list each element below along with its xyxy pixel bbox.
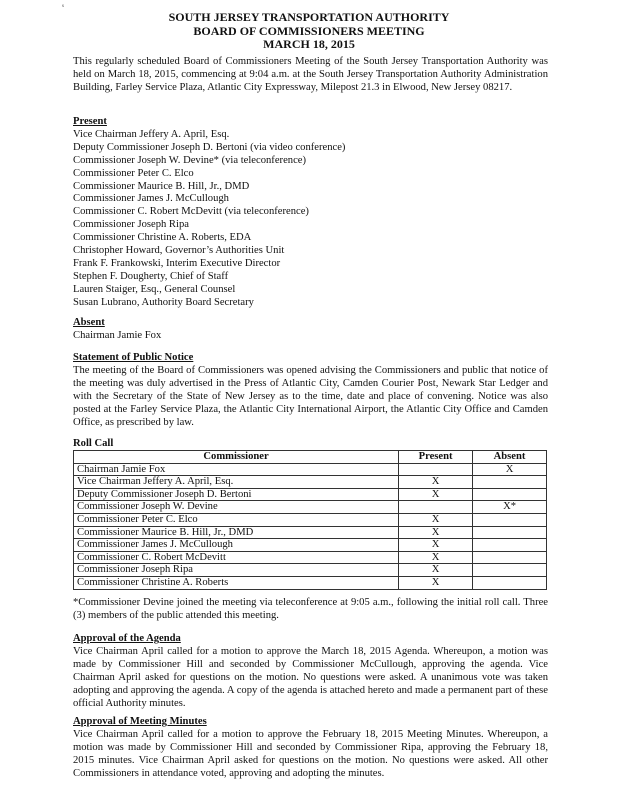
absent-cell: X* (473, 501, 547, 514)
column-header-present: Present (399, 451, 473, 464)
table-row (74, 501, 547, 514)
present-item: Susan Lubrano, Authority Board Secretary (73, 296, 254, 308)
roll-call-footnote: *Commissioner Devine joined the meeting via teleconference at 9:05 a.m., following the initial roll call. Three (3) members of the public attended this meeting. (73, 597, 548, 621)
column-header-absent: Absent (473, 451, 547, 464)
table-row (74, 526, 547, 539)
commissioner-cell: Commissioner Maurice B. Hill, Jr., DMD (74, 526, 399, 539)
table-header-row (74, 451, 547, 464)
present-cell: X (399, 539, 473, 552)
public-notice-text: The meeting of the Board of Commissioners was opened advising the Commissioners and public that notice of the meeting was duly advertised in the Press of Atlantic City, Camden Courier Post, Newark Star Ledger and with the Secretary of the State of New Jersey as to the time, date and place of convening. Notice was also posted at the Farley Service Plaza, the Atlantic City International Airport, the Atlantic City Office and Camden Office, as prescribed by law. (73, 364, 548, 428)
column-header-commissioner: Commissioner (74, 451, 399, 464)
commissioner-cell: Vice Chairman Jeffery A. April, Esq. (74, 476, 399, 489)
present-cell: X (399, 564, 473, 577)
public-notice-heading: Statement of Public Notice (73, 352, 194, 363)
present-section (73, 116, 548, 310)
roll-call-table (73, 450, 547, 590)
absent-cell: X (473, 463, 547, 476)
present-cell: X (399, 551, 473, 564)
commissioner-cell: Commissioner C. Robert McDevitt (74, 551, 399, 564)
table-row (74, 551, 547, 564)
minutes-text: Vice Chairman April called for a motion to approve the February 18, 2015 Meeting Minutes. Whereupon, a motion was made by Commissioner Hill and seconded by Commissioner Ripa, approving the February 18, 2015 minutes. Vice Chairman April asked for questions on the motion. No questions were asked. All other Commissioners in attendance voted, approving and adopting the minutes. (73, 728, 548, 779)
table-row (74, 564, 547, 577)
present-item: Vice Chairman Jeffery A. April, Esq. (73, 128, 230, 140)
commissioner-cell: Deputy Commissioner Joseph D. Bertoni (74, 488, 399, 501)
present-item: Christopher Howard, Governor’s Authorities Unit (73, 245, 285, 257)
absent-item: Chairman Jamie Fox (73, 329, 162, 341)
minutes-section (73, 716, 548, 781)
present-cell: X (399, 476, 473, 489)
present-cell: X (399, 526, 473, 539)
absent-cell (473, 564, 547, 577)
present-cell: X (399, 488, 473, 501)
present-item: Stephen F. Dougherty, Chief of Staff (73, 270, 229, 282)
present-list (73, 129, 548, 310)
commissioner-cell: Commissioner Peter C. Elco (74, 513, 399, 526)
public-notice-section (73, 352, 548, 429)
table-row (74, 488, 547, 501)
absent-cell (473, 476, 547, 489)
absent-heading: Absent (73, 317, 105, 328)
corner-mark: s (62, 4, 64, 9)
document-title (0, 11, 618, 52)
title-line-3: MARCH 18, 2015 (263, 37, 355, 51)
commissioner-cell: Commissioner Joseph Ripa (74, 564, 399, 577)
present-item: Deputy Commissioner Joseph D. Bertoni (via video conference) (73, 141, 346, 153)
title-line-2: BOARD OF COMMISSIONERS MEETING (193, 23, 425, 38)
table-row (74, 539, 547, 552)
present-item: Frank F. Frankowski, Interim Executive Director (73, 257, 281, 269)
absent-cell (473, 526, 547, 539)
agenda-heading: Approval of the Agenda (73, 633, 181, 644)
present-cell: X (399, 513, 473, 526)
commissioner-cell: Commissioner Christine A. Roberts (74, 576, 399, 589)
absent-cell (473, 513, 547, 526)
present-heading: Present (73, 116, 107, 127)
commissioner-cell: Commissioner James J. McCullough (74, 539, 399, 552)
present-item: Commissioner Joseph W. Devine* (via teleconference) (73, 154, 306, 166)
present-cell (399, 501, 473, 514)
agenda-text: Vice Chairman April called for a motion to approve the March 18, 2015 Agenda. Whereupon, a motion was made by Commissioner Hill and seconded by Commissioner McCullough, approving the agenda. Vice Chairman April asked for questions on the motion. No questions were asked. A unanimous vote was taken adopting and approving the agenda. A copy of the agenda is attached hereto and made a permanent part of these official Authority minutes. (73, 645, 548, 709)
present-item: Commissioner Joseph Ripa (73, 219, 189, 231)
table-row (74, 576, 547, 589)
absent-cell (473, 551, 547, 564)
present-item: Commissioner Maurice B. Hill, Jr., DMD (73, 180, 250, 192)
commissioner-cell: Commissioner Joseph W. Devine (74, 501, 399, 514)
present-item: Lauren Staiger, Esq., General Counsel (73, 283, 236, 295)
roll-call-heading: Roll Call (73, 438, 114, 449)
absent-cell (473, 539, 547, 552)
commissioner-cell: Chairman Jamie Fox (74, 463, 399, 476)
table-row (74, 463, 547, 476)
present-item: Commissioner Christine A. Roberts, EDA (73, 232, 252, 244)
table-row (74, 513, 547, 526)
minutes-heading: Approval of Meeting Minutes (73, 716, 207, 727)
table-row (74, 476, 547, 489)
absent-section (73, 317, 548, 343)
present-item: Commissioner C. Robert McDevitt (via teleconference) (73, 206, 309, 218)
absent-cell (473, 488, 547, 501)
present-cell: X (399, 576, 473, 589)
intro-paragraph: This regularly scheduled Board of Commissioners Meeting of the South Jersey Transportation Authority was held on March 18, 2015, commencing at 9:04 a.m. at the South Jersey Transportation Authority Administration Building, Farley Service Plaza, Atlantic City Expressway, Milepost 21.3 in Elwood, New Jersey 08217. (73, 56, 548, 93)
present-item: Commissioner James J. McCullough (73, 193, 229, 205)
title-line-1: SOUTH JERSEY TRANSPORTATION AUTHORITY (168, 10, 450, 24)
absent-cell (473, 576, 547, 589)
agenda-section (73, 633, 548, 710)
present-item: Commissioner Peter C. Elco (73, 167, 194, 179)
present-cell (399, 463, 473, 476)
